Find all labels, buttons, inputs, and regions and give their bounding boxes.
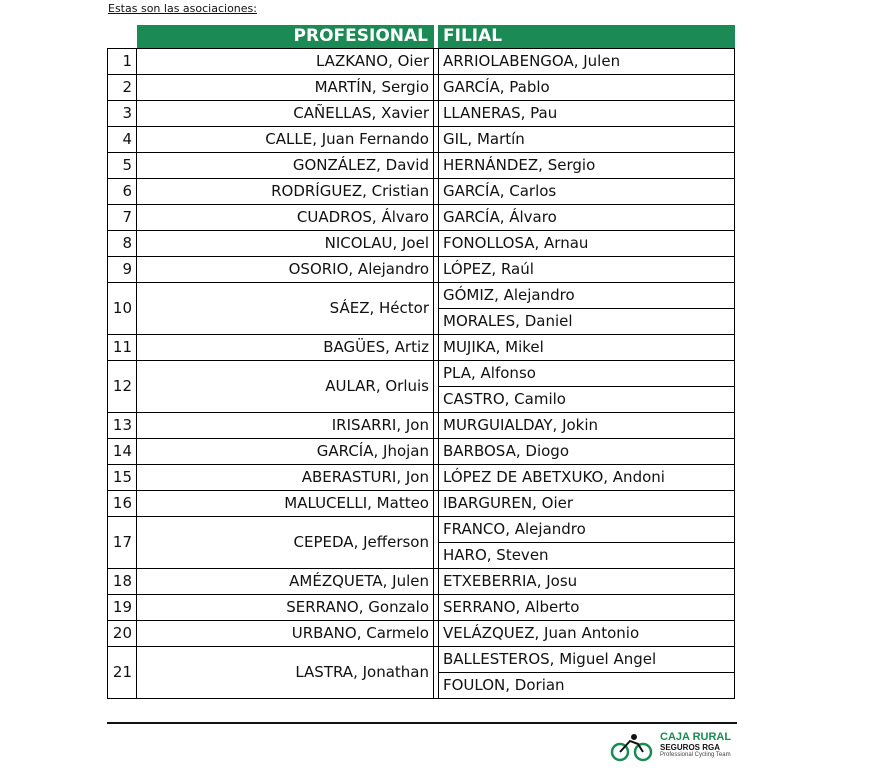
filial-name: ARRIOLABENGOA, Julen: [438, 48, 735, 75]
filial-name: PLA, Alfonso: [438, 361, 735, 387]
filial-name: FRANCO, Alejandro: [438, 517, 735, 543]
profesional-name: SÁEZ, Héctor: [137, 283, 434, 335]
filial-name: HERNÁNDEZ, Sergio: [438, 153, 735, 179]
filial-name: GÓMIZ, Alejandro: [438, 283, 735, 309]
filial-name: ETXEBERRIA, Josu: [438, 569, 735, 595]
logo-line2: SEGUROS RGA: [660, 743, 721, 752]
row-number: 12: [107, 361, 137, 413]
table-row: [107, 153, 735, 179]
profesional-name: MARTÍN, Sergio: [137, 75, 434, 101]
header-profesional: PROFESIONAL: [137, 25, 434, 48]
row-number: 6: [107, 179, 137, 205]
filial-name: CASTRO, Camilo: [438, 387, 735, 413]
table-row: [107, 491, 735, 517]
cyclist-logo-icon: [610, 732, 654, 762]
row-number: 15: [107, 465, 137, 491]
row-number: 16: [107, 491, 137, 517]
table-row: [107, 75, 735, 101]
intro-text: Estas son las asociaciones:: [108, 2, 257, 15]
filial-name: FONOLLOSA, Arnau: [438, 231, 735, 257]
filial-name: MURGUIALDAY, Jokin: [438, 413, 735, 439]
profesional-name: SERRANO, Gonzalo: [137, 595, 434, 621]
table-row: [107, 569, 735, 595]
filial-name: LLANERAS, Pau: [438, 101, 735, 127]
filial-name: MORALES, Daniel: [438, 309, 735, 335]
profesional-name: URBANO, Carmelo: [137, 621, 434, 647]
table-row: [107, 595, 735, 621]
row-number: 18: [107, 569, 137, 595]
filial-name: HARO, Steven: [438, 543, 735, 569]
table-row: [107, 48, 735, 75]
table-row: [107, 205, 735, 231]
profesional-name: LASTRA, Jonathan: [137, 647, 434, 699]
filial-name: BALLESTEROS, Miguel Angel: [438, 647, 735, 673]
table-row: [107, 465, 735, 491]
footer-divider: [107, 722, 737, 724]
row-number: 14: [107, 439, 137, 465]
associations-table: [107, 25, 735, 699]
profesional-name: RODRÍGUEZ, Cristian: [137, 179, 434, 205]
filial-name: SERRANO, Alberto: [438, 595, 735, 621]
team-logo: [610, 730, 740, 764]
table-row: [107, 231, 735, 257]
profesional-name: ABERASTURI, Jon: [137, 465, 434, 491]
table-row: [107, 179, 735, 205]
table-row: [107, 621, 735, 647]
header-filial: FILIAL: [438, 25, 735, 48]
table-row: [107, 127, 735, 153]
profesional-name: IRISARRI, Jon: [137, 413, 434, 439]
row-number: 4: [107, 127, 137, 153]
table-row: [107, 517, 735, 543]
table-row: [107, 413, 735, 439]
profesional-name: AMÉZQUETA, Julen: [137, 569, 434, 595]
profesional-name: GONZÁLEZ, David: [137, 153, 434, 179]
profesional-name: MALUCELLI, Matteo: [137, 491, 434, 517]
filial-name: GARCÍA, Pablo: [438, 75, 735, 101]
profesional-name: CALLE, Juan Fernando: [137, 127, 434, 153]
filial-name: FOULON, Dorian: [438, 673, 735, 699]
table-row: [107, 647, 735, 673]
profesional-name: NICOLAU, Joel: [137, 231, 434, 257]
profesional-name: GARCÍA, Jhojan: [137, 439, 434, 465]
associations-table-container: [107, 25, 735, 699]
row-number: 7: [107, 205, 137, 231]
table-row: [107, 257, 735, 283]
table-body: [107, 48, 735, 699]
logo-line1: CAJA RURAL: [660, 731, 732, 743]
row-number: 17: [107, 517, 137, 569]
filial-name: BARBOSA, Diogo: [438, 439, 735, 465]
logo-line3: Professional Cycling Team: [660, 752, 731, 758]
row-number: 9: [107, 257, 137, 283]
filial-name: GARCÍA, Álvaro: [438, 205, 735, 231]
row-number: 20: [107, 621, 137, 647]
profesional-name: OSORIO, Alejandro: [137, 257, 434, 283]
profesional-name: CUADROS, Álvaro: [137, 205, 434, 231]
profesional-name: CEPEDA, Jefferson: [137, 517, 434, 569]
header-row: [107, 25, 735, 48]
row-number: 8: [107, 231, 137, 257]
profesional-name: CAÑELLAS, Xavier: [137, 101, 434, 127]
table-row: [107, 361, 735, 387]
row-number: 2: [107, 75, 137, 101]
row-number: 11: [107, 335, 137, 361]
table-row: [107, 439, 735, 465]
row-number: 21: [107, 647, 137, 699]
filial-name: LÓPEZ DE ABETXUKO, Andoni: [438, 465, 735, 491]
table-row: [107, 335, 735, 361]
profesional-name: LAZKANO, Oier: [137, 48, 434, 75]
filial-name: LÓPEZ, Raúl: [438, 257, 735, 283]
profesional-name: BAGÜES, Artiz: [137, 335, 434, 361]
row-number: 10: [107, 283, 137, 335]
filial-name: GARCÍA, Carlos: [438, 179, 735, 205]
table-row: [107, 101, 735, 127]
filial-name: MUJIKA, Mikel: [438, 335, 735, 361]
filial-name: GIL, Martín: [438, 127, 735, 153]
row-number: 1: [107, 48, 137, 75]
profesional-name: AULAR, Orluis: [137, 361, 434, 413]
filial-name: VELÁZQUEZ, Juan Antonio: [438, 621, 735, 647]
header-blank: [107, 25, 137, 48]
row-number: 5: [107, 153, 137, 179]
filial-name: IBARGUREN, Oier: [438, 491, 735, 517]
row-number: 19: [107, 595, 137, 621]
table-row: [107, 283, 735, 309]
row-number: 3: [107, 101, 137, 127]
row-number: 13: [107, 413, 137, 439]
